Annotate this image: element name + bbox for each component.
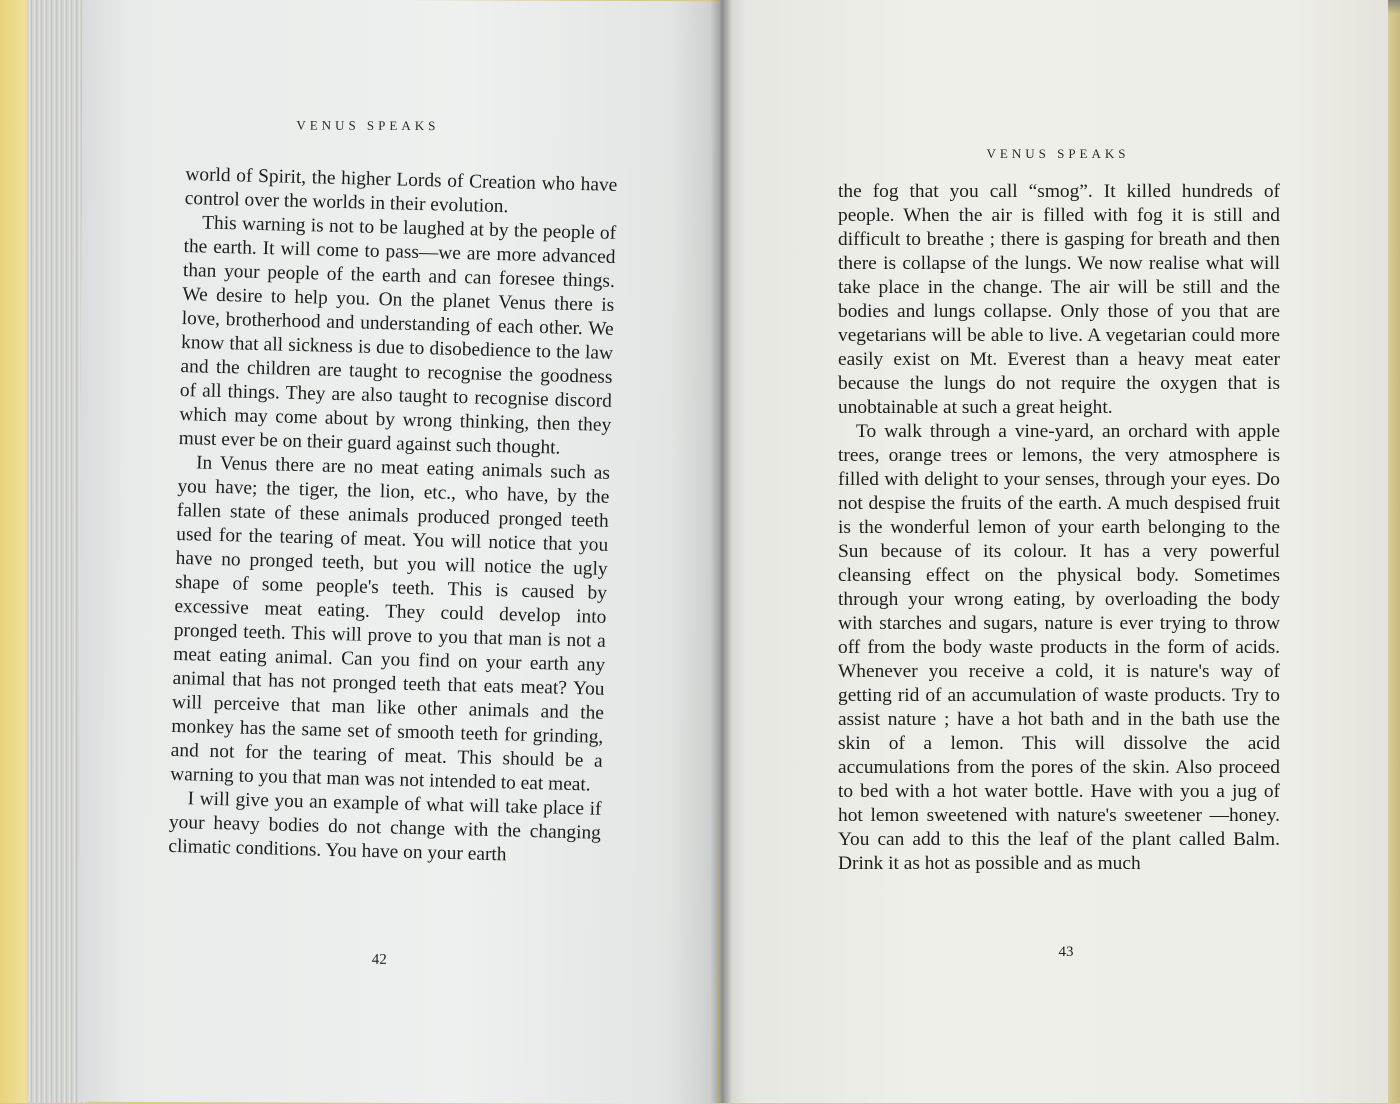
left-page [78,0,723,1104]
running-head: VENUS SPEAKS [296,117,440,134]
paragraph: In Venus there are no meat eating animals such as you have; the tiger, the lion, etc., who have, by the fallen state of these animals produced pronged teeth used for the tearing of meat. You will notice that you have no pronged teeth, but you will notice the ugly shape of some people's teeth. This is caused by excessive meat eating. They could develop into pronged teeth. This will prove to you that man is not a meat eating animal. Can you find on your earth any animal that has not pronged teeth that eats meat? You will perceive that man like other animals and the monkey has the same set of smooth teeth for grinding, and not for the tearing of meat. This should be a warning to you that man was not intended to eat meat. [169,452,611,796]
backdrop-right [1386,0,1400,1103]
paragraph: To walk through a vine-yard, an orchard with apple trees, orange trees or lemons, the very atmosphere is filled with delight to your senses, through your eyes. Do not despise the fruits of the earth. A much despised fruit is the wonderful lemon of your earth belonging to the Sun because of its colour. It has a very powerful cleansing effect on the physical body. Sometimes through your wrong eating, by overloading the body with starches and sugars, nature is ever trying to throw off from the body waste products in the form of acids. Whenever you receive a cold, it is nature's way of getting rid of an accumulation of waste products. Try to assist nature ; have a hot bath and in the bath use the skin of a lemon. This will dissolve the acid accumulations from the pores of the skin. Also proceed to bed with a hot water bottle. Have with you a jug of hot lemon sweetened with nature's sweetener —honey. You can add to this the leaf of the plant called Balm. Drink it as hot as possible and as much [838,421,1280,874]
paragraph: world of Spirit, the higher Lords of Creation who have control over the worlds in their evolution. [184,164,618,218]
running-head: VENUS SPEAKS [986,146,1130,161]
paragraph: the fog that you call “smog”. It killed hundreds of people. When the air is filled with fog it is still and difficult to breathe ; there is gasping for breath and then there is collapse of the lungs. We now realise what will take place in the change. The air will be still and the bodies and lungs collapse. Only those of you that are vegetarians will be able to live. A vegetarian could more easily exist on Mt. Everest than a heavy meat eater because the lungs do not require the oxygen that is unobtainable at such a great height. [838,181,1280,418]
paragraph: This warning is not to be laughed at by the people of the earth. It will come to pass—we are more advanced than your people of the earth and can foresee things. We desire to help you. On the planet Venus there is love, brotherhood and understanding of each other. We know that all sickness is due to disobedience to the law and the children are taught to recognise the goodness of all things. They are also taught to recognise discord which may come about by wrong thinking, then they must ever be on their guard against such thought. [178,212,617,459]
right-page-body [838,180,1280,876]
book-gutter [710,0,732,1103]
left-page-body [168,163,617,870]
right-page [720,0,1388,1103]
page-number: 43 [1058,944,1074,960]
paragraph: I will give you an example of what will take place if your heavy bodies do not change with the changing climatic conditions. You have on your earth [168,788,602,866]
page-number: 42 [371,951,387,968]
